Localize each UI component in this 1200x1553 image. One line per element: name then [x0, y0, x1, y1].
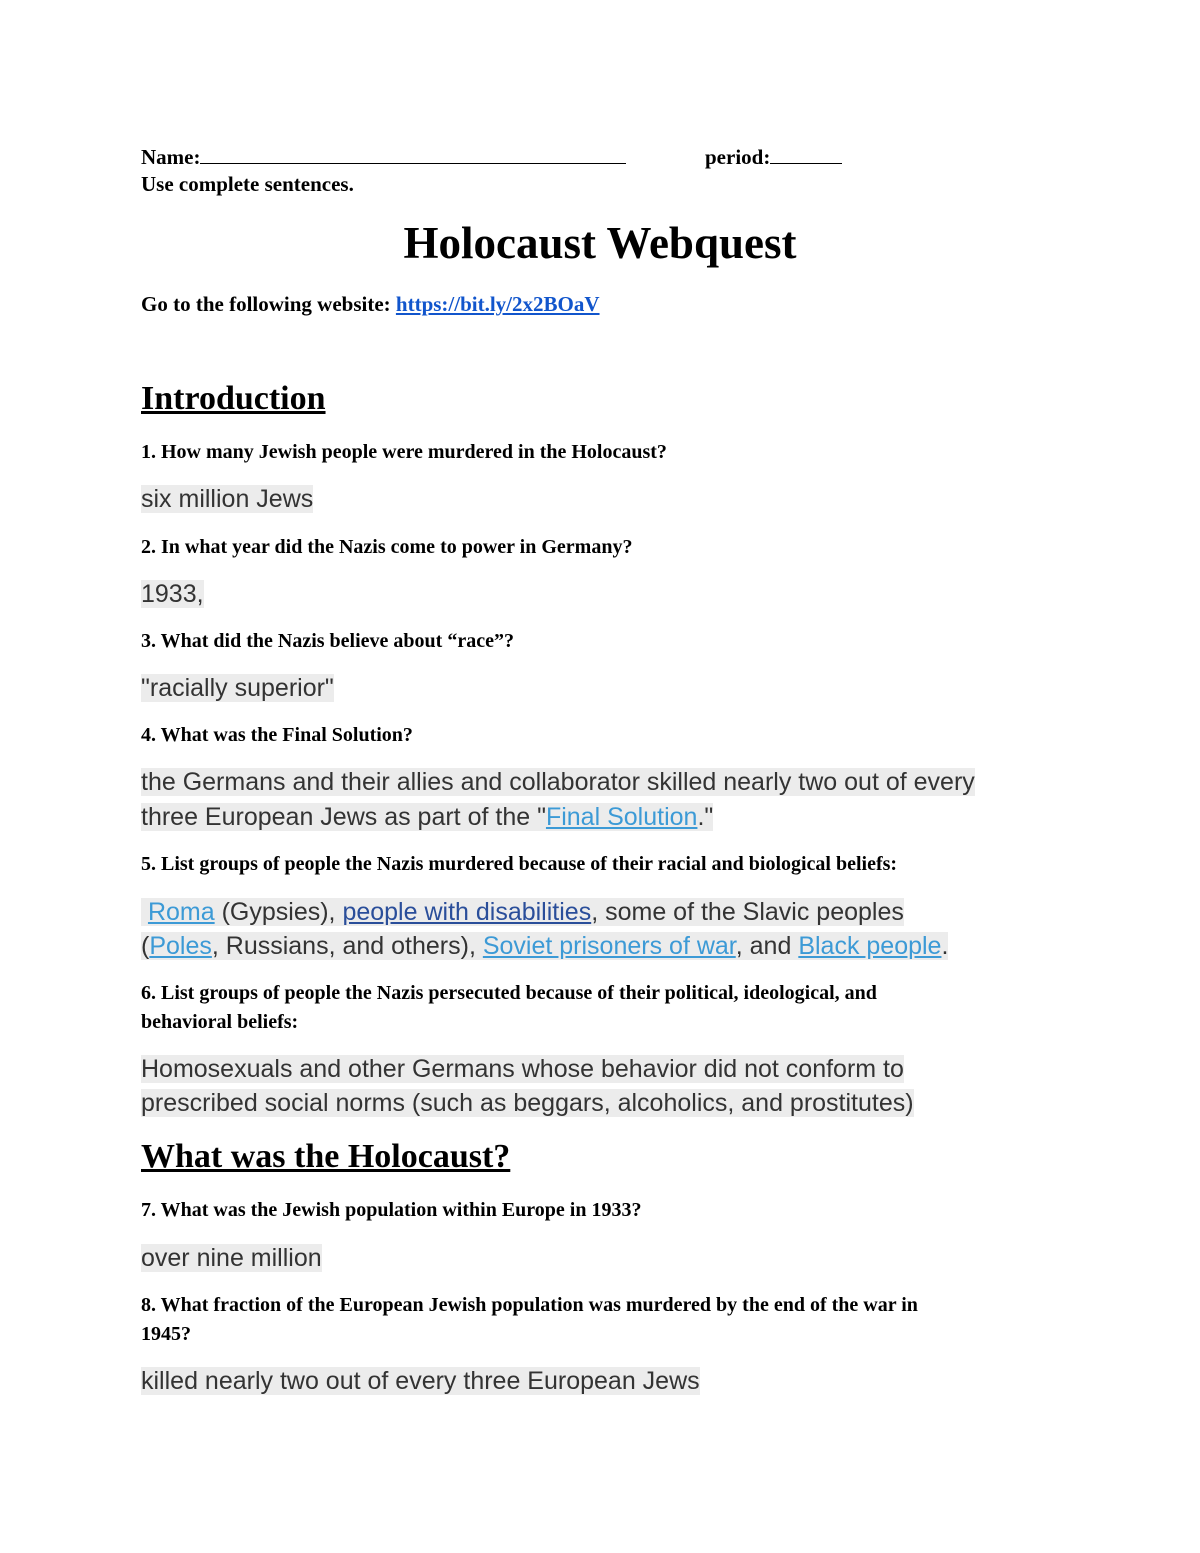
answer-5-line-2-highlight: [141, 932, 948, 960]
period-line[interactable]: [705, 143, 842, 170]
answer-4-line-2-highlight: [141, 803, 713, 831]
answer-5-open: (: [141, 932, 150, 960]
answer-2: [141, 577, 204, 612]
answer-5-russians: , Russians, and others),: [211, 932, 483, 960]
question-6-line-1: 6. List groups of people the Nazis persecuted because of their political, ideological, and: [141, 982, 877, 1004]
answer-5-slavic: , some of the Slavic peoples: [591, 898, 904, 926]
answer-4-line-2: [141, 800, 713, 835]
website-line: [141, 292, 600, 317]
name-label: Name:: [141, 145, 201, 169]
page-title: Holocaust Webquest: [403, 218, 797, 268]
answer-4-text-1: the Germans and their allies and collaborator skilled nearly two out of every: [141, 768, 975, 796]
period-label: period:: [705, 145, 771, 169]
answer-5-and: , and: [735, 932, 799, 960]
answer-5-line-2: [141, 929, 948, 964]
question-5: 5. List groups of people the Nazis murdered because of their racial and biological beliefs:: [141, 853, 898, 875]
answer-5-line-1: [141, 895, 904, 930]
answer-1: [141, 482, 313, 517]
answer-6-line-2: [141, 1086, 914, 1121]
question-8-line-2: 1945?: [141, 1323, 191, 1345]
question-3: 3. What did the Nazis believe about “race”?: [141, 630, 514, 652]
answer-5-lead: [141, 898, 148, 926]
name-line[interactable]: [141, 143, 626, 170]
answer-6-line-1: [141, 1052, 904, 1087]
answer-7-text: over nine million: [141, 1244, 322, 1272]
question-4: 4. What was the Final Solution?: [141, 724, 413, 746]
answer-8-text: killed nearly two out of every three European Jews: [141, 1367, 700, 1395]
answer-3-text: "racially superior": [141, 674, 334, 702]
instruction-text: Use complete sentences.: [141, 172, 354, 196]
answer-6-text-2: prescribed social norms (such as beggars, alcoholics, and prostitutes): [141, 1089, 914, 1117]
question-2: 2. In what year did the Nazis come to power in Germany?: [141, 536, 633, 558]
poles-link[interactable]: Poles: [149, 932, 212, 960]
question-6-line-2: behavioral beliefs:: [141, 1011, 299, 1033]
black-people-link[interactable]: Black people: [798, 932, 942, 960]
answer-5-gypsies: (Gypsies),: [214, 898, 343, 926]
answer-2-text: 1933,: [141, 580, 204, 608]
section-heading-what-was-holocaust: What was the Holocaust?: [141, 1138, 511, 1175]
final-solution-link[interactable]: Final Solution: [545, 803, 698, 831]
answer-4-line-1: [141, 765, 975, 800]
name-blank[interactable]: [200, 143, 626, 164]
answer-7: [141, 1241, 322, 1276]
answer-4-text-3: .": [697, 803, 714, 831]
website-label: Go to the following website:: [141, 292, 391, 316]
answer-6-text-1: Homosexuals and other Germans whose behavior did not conform to: [141, 1055, 904, 1083]
question-7: 7. What was the Jewish population within Europe in 1933?: [141, 1199, 642, 1221]
website-link[interactable]: https://bit.ly/2x2BOaV: [395, 292, 600, 316]
section-heading-introduction: Introduction: [141, 380, 326, 417]
answer-5-line-1-highlight: [141, 898, 904, 926]
disabilities-link[interactable]: people with disabilities: [342, 898, 592, 926]
period-blank[interactable]: [770, 143, 842, 164]
answer-5-end: .: [941, 932, 949, 960]
answer-4-text-2: three European Jews as part of the ": [141, 803, 546, 831]
answer-1-text: six million Jews: [141, 485, 314, 513]
soviet-pow-link[interactable]: Soviet prisoners of war: [482, 932, 736, 960]
question-1: 1. How many Jewish people were murdered in the Holocaust?: [141, 441, 667, 463]
roma-link[interactable]: Roma: [147, 898, 215, 926]
question-8-line-1: 8. What fraction of the European Jewish population was murdered by the end of the war in: [141, 1294, 918, 1316]
answer-3: [141, 671, 334, 706]
answer-8: [141, 1364, 700, 1399]
